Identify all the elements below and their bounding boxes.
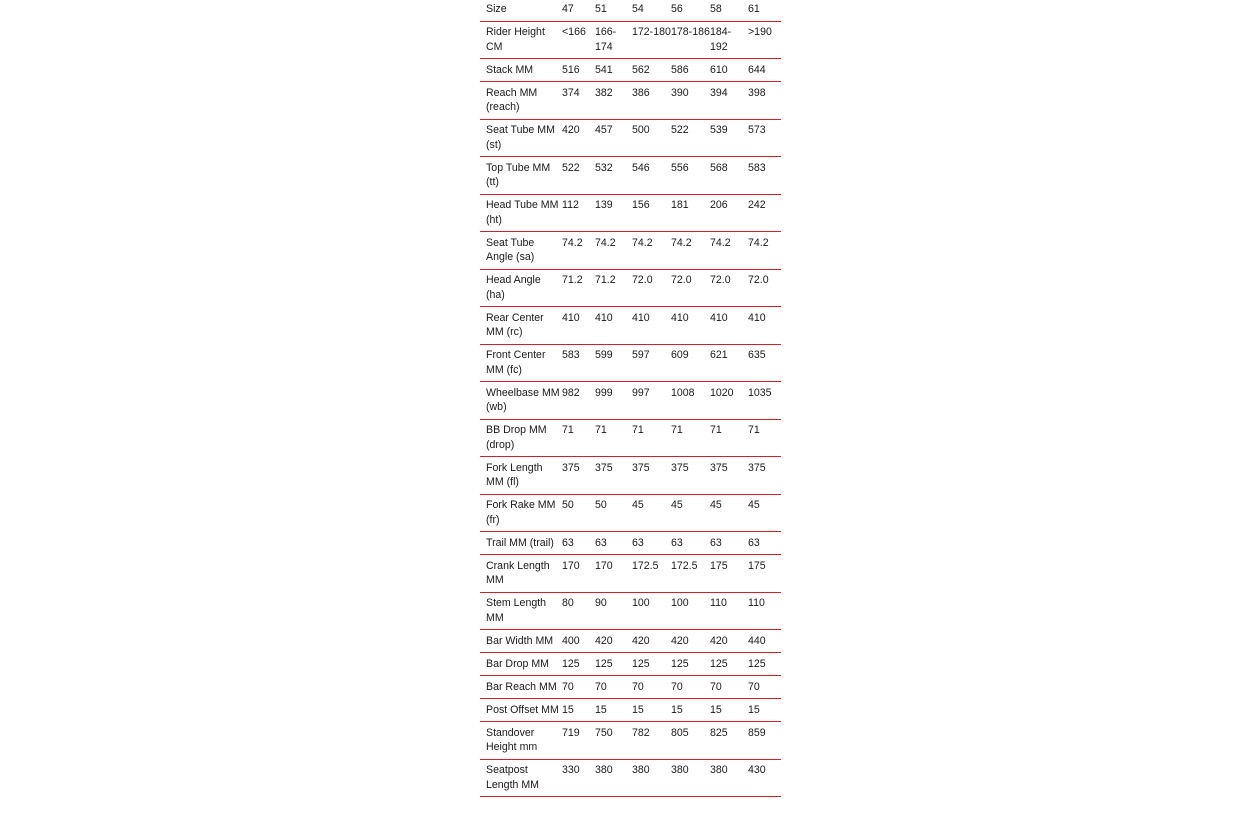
table-cell: 72.0	[632, 274, 653, 286]
table-row	[480, 494, 781, 532]
table-cell: 410	[748, 311, 766, 324]
table-cell: 541	[595, 63, 613, 76]
table-cell: 45	[748, 499, 760, 511]
table-cell: 178-186	[671, 26, 710, 38]
table-row	[480, 532, 781, 555]
table-cell: 166-174	[595, 26, 617, 53]
row-label: Seatpost Length MM	[486, 764, 539, 791]
table-cell: 63	[710, 536, 722, 549]
table-row	[480, 419, 781, 457]
table-cell: 125	[748, 657, 766, 670]
table-cell: 74.2	[748, 236, 769, 249]
table-cell: 125	[562, 657, 580, 670]
table-cell: 170	[562, 559, 580, 572]
table-cell: 70	[671, 680, 683, 693]
table-cell: 644	[748, 63, 766, 76]
table-cell: 330	[562, 764, 580, 776]
table-cell: 420	[671, 634, 689, 647]
table-cell: 70	[632, 680, 644, 693]
table-cell: 539	[710, 124, 728, 136]
table-row	[480, 157, 781, 195]
table-cell: 782	[632, 726, 650, 739]
table-cell: >190	[748, 26, 772, 38]
table-cell: 112	[562, 199, 579, 211]
row-label: Seat Tube MM (st)	[486, 124, 555, 151]
table-cell: 63	[671, 536, 683, 549]
table-cell: 125	[632, 657, 650, 670]
table-row	[480, 269, 781, 307]
table-row	[480, 759, 781, 797]
table-row	[480, 82, 781, 120]
header-size-label: Size	[486, 3, 507, 15]
geometry-table-container	[480, 0, 781, 797]
table-cell: 583	[562, 349, 580, 361]
row-label: Bar Reach MM	[486, 680, 557, 693]
table-cell: 568	[710, 161, 728, 174]
table-cell: 90	[595, 597, 607, 609]
row-label: BB Drop MM (drop)	[486, 424, 547, 451]
table-cell: 63	[595, 536, 607, 549]
table-cell: 375	[595, 461, 613, 474]
table-cell: 100	[671, 597, 689, 609]
table-cell: 50	[562, 499, 574, 511]
table-cell: 45	[632, 499, 644, 511]
row-label: Crank Length MM	[486, 559, 550, 586]
table-cell: 110	[710, 597, 727, 609]
header-size: 51	[595, 3, 607, 15]
table-cell: 719	[562, 726, 580, 739]
header-size: 61	[748, 3, 760, 15]
table-cell: 15	[632, 703, 644, 716]
table-cell: 71	[562, 424, 574, 436]
table-cell: 420	[632, 634, 650, 647]
header-size: 47	[562, 3, 574, 15]
table-row	[480, 119, 781, 157]
table-cell: 74.2	[671, 236, 692, 249]
table-cell: 410	[710, 311, 728, 324]
table-cell: 522	[562, 161, 580, 174]
table-cell: 825	[710, 726, 728, 739]
table-cell: 172-180	[632, 26, 671, 38]
table-cell: 63	[632, 536, 644, 549]
table-cell: <166	[562, 26, 586, 38]
table-cell: 74.2	[595, 236, 616, 249]
table-cell: 175	[710, 559, 728, 572]
table-header-row	[480, 0, 781, 21]
table-cell: 586	[671, 63, 689, 76]
table-cell: 380	[671, 764, 689, 776]
table-row	[480, 344, 781, 382]
table-cell: 125	[710, 657, 728, 670]
table-row	[480, 194, 781, 232]
table-cell: 175	[748, 559, 766, 572]
table-cell: 72.0	[748, 274, 769, 286]
table-cell: 410	[595, 311, 613, 324]
table-cell: 184-192	[710, 26, 732, 53]
table-cell: 635	[748, 349, 766, 361]
table-cell: 71.2	[562, 274, 583, 286]
table-cell: 72.0	[671, 274, 692, 286]
table-cell: 172.5	[671, 559, 698, 572]
table-cell: 172.5	[632, 559, 659, 572]
table-cell: 997	[632, 386, 650, 399]
table-cell: 71	[710, 424, 722, 436]
table-row	[480, 630, 781, 653]
table-cell: 562	[632, 63, 650, 76]
row-label: Bar Width MM	[486, 634, 554, 647]
table-cell: 374	[562, 86, 580, 99]
table-cell: 139	[595, 199, 613, 211]
row-label: Top Tube MM (tt)	[486, 161, 551, 188]
table-cell: 125	[671, 657, 689, 670]
table-cell: 982	[562, 386, 580, 399]
table-cell: 156	[632, 199, 650, 211]
table-cell: 420	[562, 124, 580, 136]
table-cell: 805	[671, 726, 689, 739]
table-cell: 1008	[671, 386, 695, 399]
table-cell: 1035	[748, 386, 772, 399]
header-size: 54	[632, 3, 644, 15]
row-label: Front Center MM (fc)	[486, 349, 546, 376]
table-row	[480, 307, 781, 345]
table-row	[480, 699, 781, 722]
row-label: Trail MM (trail)	[486, 536, 554, 549]
table-cell: 71.2	[595, 274, 616, 286]
table-body	[480, 21, 781, 797]
row-label: Fork Length MM (fl)	[486, 461, 543, 488]
table-cell: 410	[562, 311, 580, 324]
table-row	[480, 722, 781, 760]
table-cell: 599	[595, 349, 613, 361]
table-cell: 110	[748, 597, 765, 609]
table-cell: 100	[632, 597, 650, 609]
table-row	[480, 382, 781, 420]
row-label: Head Tube MM (ht)	[486, 199, 559, 226]
table-cell: 125	[595, 657, 613, 670]
row-label: Rear Center MM (rc)	[486, 311, 544, 338]
row-label: Stack MM	[486, 63, 534, 76]
table-cell: 71	[595, 424, 607, 436]
table-cell: 15	[562, 703, 574, 716]
table-cell: 573	[748, 124, 766, 136]
table-cell: 375	[671, 461, 689, 474]
table-row	[480, 592, 781, 630]
table-cell: 420	[710, 634, 728, 647]
table-cell: 583	[748, 161, 766, 174]
row-label: Stem Length MM	[486, 597, 547, 624]
table-cell: 516	[562, 63, 580, 76]
table-row	[480, 676, 781, 699]
table-cell: 386	[632, 86, 650, 99]
table-cell: 170	[595, 559, 613, 572]
row-label: Post Offset MM	[486, 703, 559, 716]
table-row	[480, 555, 781, 593]
table-cell: 74.2	[710, 236, 731, 249]
table-cell: 242	[748, 199, 766, 211]
table-cell: 71	[632, 424, 644, 436]
header-size: 58	[710, 3, 722, 15]
table-row	[480, 232, 781, 270]
table-cell: 621	[710, 349, 728, 361]
table-cell: 420	[595, 634, 613, 647]
table-cell: 430	[748, 764, 766, 776]
row-label: Fork Rake MM (fr)	[486, 499, 556, 526]
table-cell: 50	[595, 499, 607, 511]
geometry-table	[480, 0, 781, 797]
table-cell: 410	[632, 311, 650, 324]
table-cell: 70	[562, 680, 574, 693]
table-cell: 74.2	[562, 236, 583, 249]
header-size: 56	[671, 3, 683, 15]
row-label: Reach MM (reach)	[486, 86, 538, 113]
table-cell: 72.0	[710, 274, 731, 286]
table-cell: 45	[671, 499, 683, 511]
table-cell: 71	[671, 424, 683, 436]
table-cell: 71	[748, 424, 760, 436]
table-cell: 375	[632, 461, 650, 474]
table-cell: 597	[632, 349, 650, 361]
table-cell: 410	[671, 311, 689, 324]
table-cell: 556	[671, 161, 689, 174]
table-cell: 70	[595, 680, 607, 693]
table-cell: 400	[562, 634, 580, 647]
table-cell: 532	[595, 161, 613, 174]
row-label: Bar Drop MM	[486, 657, 549, 670]
table-cell: 380	[710, 764, 728, 776]
table-cell: 45	[710, 499, 722, 511]
table-cell: 546	[632, 161, 650, 174]
row-label: Head Angle (ha)	[486, 274, 541, 301]
row-label: Seat Tube Angle (sa)	[486, 236, 535, 263]
table-cell: 610	[710, 63, 728, 76]
row-label: Rider Height CM	[486, 26, 545, 53]
table-cell: 375	[562, 461, 580, 474]
table-cell: 70	[748, 680, 760, 693]
table-cell: 859	[748, 726, 766, 739]
row-label: Standover Height mm	[486, 726, 538, 753]
table-cell: 70	[710, 680, 722, 693]
table-cell: 206	[710, 199, 728, 211]
table-cell: 999	[595, 386, 613, 399]
table-cell: 750	[595, 726, 613, 739]
table-cell: 457	[595, 124, 613, 136]
table-cell: 74.2	[632, 236, 653, 249]
table-cell: 375	[710, 461, 728, 474]
table-row	[480, 59, 781, 82]
table-cell: 500	[632, 124, 650, 136]
table-cell: 380	[632, 764, 650, 776]
table-cell: 522	[671, 124, 689, 136]
table-cell: 382	[595, 86, 613, 99]
table-cell: 394	[710, 86, 728, 99]
row-label: Wheelbase MM (wb)	[486, 386, 560, 413]
table-cell: 1020	[710, 386, 734, 399]
table-cell: 15	[748, 703, 760, 716]
table-cell: 15	[710, 703, 722, 716]
table-cell: 80	[562, 597, 574, 609]
table-cell: 390	[671, 86, 689, 99]
table-cell: 63	[562, 536, 574, 549]
table-row	[480, 457, 781, 495]
table-row	[480, 21, 781, 59]
table-cell: 440	[748, 634, 766, 647]
table-cell: 63	[748, 536, 760, 549]
table-cell: 398	[748, 86, 766, 99]
table-cell: 181	[671, 199, 689, 211]
table-cell: 15	[671, 703, 683, 716]
table-cell: 609	[671, 349, 689, 361]
table-cell: 375	[748, 461, 766, 474]
table-cell: 15	[595, 703, 607, 716]
table-cell: 380	[595, 764, 613, 776]
table-row	[480, 653, 781, 676]
